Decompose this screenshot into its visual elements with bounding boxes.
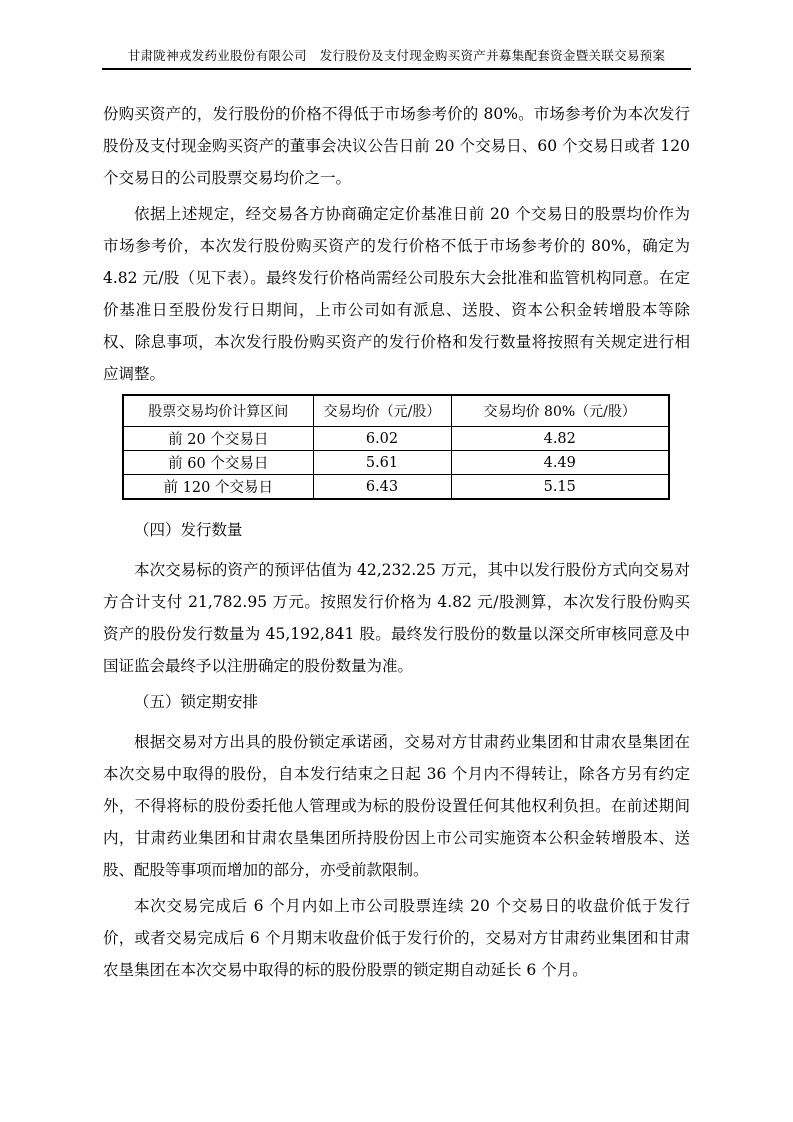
paragraph-lockup-extension: 本次交易完成后 6 个月内如上市公司股票连续 20 个交易日的收盘价低于发行价，或者交易完成后 6 个月期末收盘价低于发行价的，交易对方甘肃药业集团和甘肃农垦集团在本次交易中取得的标的股份股票的锁定期自动延长 6 个月。 [103,897,690,979]
table-header-row [123,395,669,427]
table-row-20-days [123,427,669,451]
table-cell-avg-price: 6.43 [313,475,451,500]
table-cell-avg-price: 5.61 [313,451,451,475]
price-table [122,394,670,500]
section-heading-lockup: （五）锁定期安排 [134,693,259,711]
paragraph-lockup-commitment: 根据交易对方出具的股份锁定承诺函，交易对方甘肃药业集团和甘肃农垦集团在本次交易中取得的股份，自本发行结束之日起 36 个月内不得转让，除各方另有约定外，不得将标的股份委托他人管理或为标的股份设置任何其他权利负担。在前述期间内，甘肃药业集团和甘肃农垦集团所持股份因上市公司实施资本公积金转增股本、送股、配股等事项而增加的部分，亦受前款限制。 [103,733,690,879]
table-cell-interval: 前 60 个交易日 [123,451,313,475]
table-cell-avg-price-80pct: 4.82 [451,427,669,451]
table-cell-avg-price-80pct: 4.49 [451,451,669,475]
table-row-120-days [123,475,669,500]
table-header-interval: 股票交易均价计算区间 [123,395,313,427]
paragraph-pricing-continuation: 份购买资产的，发行股份的价格不得低于市场参考价的 80%。市场参考价为本次发行股份及支付现金购买资产的董事会决议公告日前 20 个交易日、60 个交易日或者 120 个交易日的公司股票交易均价之一。 [103,105,690,187]
table-header-avg-price-80pct: 交易均价 80%（元/股） [451,395,669,427]
paragraph-pricing-basis: 依据上述规定，经交易各方协商确定定价基准日前 20 个交易日的股票均价作为市场参考价，本次发行股份购买资产的发行价格不低于市场参考价的 80%，确定为 4.82 元/股（见下表）。最终发行价格尚需经公司股东大会批准和监管机构同意。在定价基准日至股份发行日期间，上市公司如有派息、送股、资本公积金转增股本等除权、除息事项，本次发行股份购买资产的发行价格和发行数量将按照有关规定进行相应调整。 [103,205,690,383]
paragraph-issue-quantity: 本次交易标的资产的预评估值为 42,232.25 万元，其中以发行股份方式向交易对方合计支付 21,782.95 万元。按照发行价格为 4.82 元/股测算，本次发行股份购买资产的股份发行数量为 45,192,841 股。最终发行股份的数量以深交所审核同意及中国证监会最终予以注册确定的股份数量为准。 [103,561,690,675]
page-header [102,47,691,70]
table-cell-interval: 前 120 个交易日 [123,475,313,500]
table-cell-avg-price-80pct: 5.15 [451,475,669,500]
table-cell-interval: 前 20 个交易日 [123,427,313,451]
section-heading-issue-quantity: （四）发行数量 [134,521,243,539]
document-body [103,98,690,990]
table-header-avg-price: 交易均价（元/股） [313,395,451,427]
table-row-60-days [123,451,669,475]
header-title: 甘肃陇神戎发药业股份有限公司 发行股份及支付现金购买资产并募集配套资金暨关联交易预案 [127,48,666,63]
table-cell-avg-price: 6.02 [313,427,451,451]
